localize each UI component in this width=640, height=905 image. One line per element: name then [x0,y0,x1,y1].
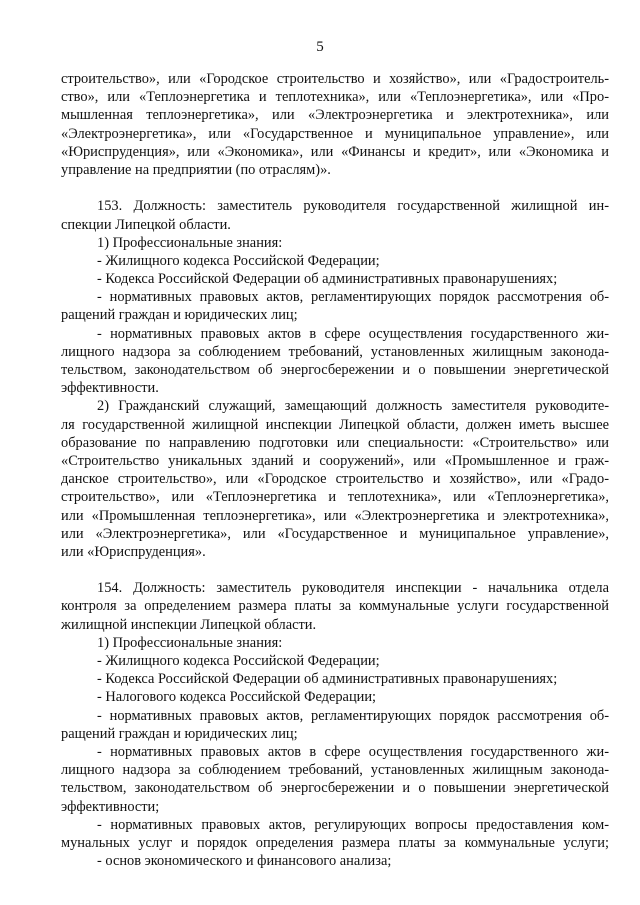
text-line: строительство», или «Городское строительство и хозяйство», или «Градостроитель- [61,71,609,87]
text-line: или «Юриспруденция». [61,543,206,560]
text-line: «Электроэнергетика», или «Государственное и муниципальное управление», или [61,125,609,142]
text-line: эффективности. [61,380,159,397]
text-line: тельством, законодательством об энергосбережении и о повышении энергетической [61,780,609,797]
text-line: - нормативных правовых актов, регламентирующих порядок рассмотрения об- [97,707,609,724]
text-line: 1) Профессиональные знания: [97,634,283,651]
text-line: образование по направлению подготовки или специальности: «Строительство» или [61,434,609,451]
text-line: «Юриспруденция», или «Экономика», или «Финансы и кредит», или «Экономика и [61,143,609,160]
text-line: - нормативных правовых актов, регламентирующих порядок рассмотрения об- [97,289,609,306]
text-line: - нормативных правовых актов в сфере осуществления государственного жи- [97,325,609,342]
text-line: - Жилищного кодекса Российской Федерации; [97,653,380,669]
text-line: тельством, законодательством об энергосбережении и о повышении энергетической [61,362,609,378]
text-line: - основ экономического и финансового анализа; [97,853,392,870]
text-line: ращений граждан и юридических лиц; [61,307,298,324]
text-line: спекции Липецкой области. [61,216,231,233]
text-line: эффективности; [61,798,160,815]
text-line: 1) Профессиональные знания: [97,234,283,251]
paragraph-gap [61,179,609,197]
text-line: ство», или «Теплоэнергетика и теплотехника», или «Теплоэнергетика», или «Про- [61,89,609,106]
document-body [61,70,609,870]
text-line: контроля за определением размера платы за коммунальные услуги государственной [61,598,609,615]
text-line: мышленная теплоэнергетика», или «Электроэнергетика и электротехника», или [61,107,609,124]
text-line: управление на предприятии (по отраслям)». [61,161,331,178]
text-line: - Кодекса Российской Федерации об административных правонарушениях; [97,671,558,688]
text-line: лищного надзора за соблюдением требований, установленных жилищным законода- [61,343,609,360]
text-line: «Строительство уникальных зданий и сооружений», или «Промышленное и граж- [61,452,609,469]
text-line: лищного надзора за соблюдением требований, установленных жилищным законода- [61,762,609,779]
text-line: или «Промышленная теплоэнергетика», или «Электроэнергетика и электротехника», [61,507,609,524]
page-number: 5 [316,39,324,55]
text-line: данское строительство», или «Городское строительство и хозяйство», или «Градо- [61,471,609,488]
text-line: - Кодекса Российской Федерации об административных правонарушениях; [97,271,558,288]
paragraph-gap [61,561,609,579]
text-line: - нормативных правовых актов в сфере осуществления государственного жи- [97,743,609,760]
text-line: ля государственной жилищной инспекции Липецкой области, должен иметь высшее [61,416,609,433]
text-line: строительство», или «Теплоэнергетика и теплотехника», или «Теплоэнергетика», [61,489,609,506]
text-line: 153. Должность: заместитель руководителя государственной жилищной ин- [97,198,609,215]
text-line: ращений граждан и юридических лиц; [61,725,298,742]
text-line: 154. Должность: заместитель руководителя инспекции - начальника отдела [97,580,609,597]
text-line: - Жилищного кодекса Российской Федерации; [97,252,380,269]
text-line: - нормативных правовых актов, регулирующих вопросы предоставления ком- [97,816,609,833]
text-line: жилищной инспекции Липецкой области. [61,616,317,633]
text-line: - Налогового кодекса Российской Федерации; [97,689,377,706]
text-line: мунальных услуг и порядок определения размера платы за коммунальные услуги; [61,834,609,851]
text-line: 2) Гражданский служащий, замещающий должность заместителя руководите- [97,398,609,415]
text-line: или «Электроэнергетика», или «Государственное и муниципальное управление», [61,525,609,542]
